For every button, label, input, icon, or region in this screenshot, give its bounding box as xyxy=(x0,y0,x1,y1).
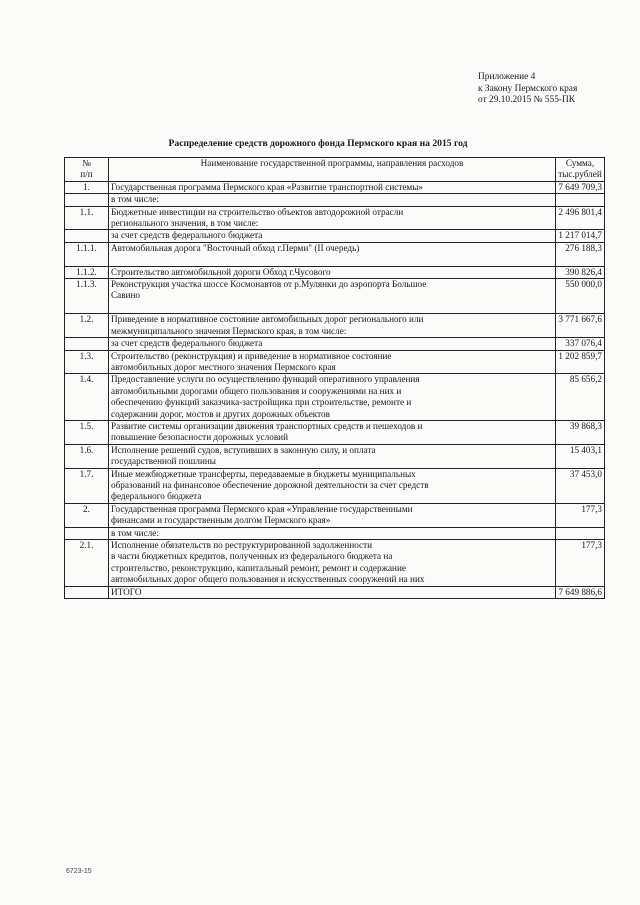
row-number: 1.2. xyxy=(65,314,109,338)
row-name-line: образований на финансовое обеспечение дорожной деятельности за счет средств xyxy=(111,479,429,490)
table-row xyxy=(65,586,605,598)
row-name-line: Бюджетные инвестиции на строительство объектов автодорожной отрасли xyxy=(111,206,404,217)
row-sum: 15 403,1 xyxy=(556,444,605,468)
table-row xyxy=(65,338,605,350)
row-name-line: межмуниципального значения Пермского края, в том числе: xyxy=(111,325,347,336)
row-sum: 7 649 709,3 xyxy=(556,181,605,193)
row-number: 1.1.1. xyxy=(65,242,109,266)
row-name-line: за счет средств федерального бюджета xyxy=(111,230,263,241)
header-number xyxy=(65,158,109,182)
row-name-line: Строительство (реконструкция) и приведение в нормативное состояние xyxy=(111,350,392,361)
row-number: 1.1. xyxy=(65,206,109,230)
row-name-line: Исполнение обязательств по реструктурированной задолженности xyxy=(111,540,373,550)
row-name xyxy=(109,540,556,587)
header-sum xyxy=(556,158,605,182)
row-number xyxy=(65,230,109,242)
table-row xyxy=(65,527,605,539)
row-name-line: автомобильных дорог местного значения Пермского края xyxy=(111,361,336,372)
row-name-line: в том числе: xyxy=(111,194,159,205)
row-name-line: Савино xyxy=(111,290,140,301)
row-name xyxy=(109,468,556,503)
table-row xyxy=(65,194,605,206)
row-sum xyxy=(556,527,605,539)
header-sum-line-1: Сумма, xyxy=(565,158,595,168)
table-row xyxy=(65,242,605,266)
row-name xyxy=(109,242,556,266)
table-row xyxy=(65,350,605,374)
table-header-row xyxy=(65,158,605,182)
row-name-line: Иные межбюджетные трансферты, передаваемые в бюджеты муниципальных xyxy=(111,468,416,479)
row-name-line: Предоставление услуги по осуществлению функций оперативного управления xyxy=(111,374,420,385)
budget-table-container xyxy=(64,157,604,599)
table-row xyxy=(65,266,605,278)
row-number: 1.4. xyxy=(65,374,109,421)
row-sum: 550 000,0 xyxy=(556,279,605,314)
row-name-line: регионального значения, в том числе: xyxy=(111,218,259,229)
row-name-line xyxy=(111,254,553,265)
row-name-line: Реконструкция участка шоссе Космонавтов от р.Мулянки до аэропорта Большое xyxy=(111,279,427,290)
table-row xyxy=(65,503,605,527)
row-sum: 1 202 859,7 xyxy=(556,350,605,374)
table-row xyxy=(65,279,605,314)
row-sum: 2 496 801,4 xyxy=(556,206,605,230)
table-row xyxy=(65,420,605,444)
row-name xyxy=(109,206,556,230)
row-sum: 37 453,0 xyxy=(556,468,605,503)
row-name xyxy=(109,194,556,206)
row-name-line: автомобильных дорог общего пользования и искусственных сооружений на них xyxy=(111,574,425,585)
row-name xyxy=(109,338,556,350)
row-name xyxy=(109,527,556,539)
table-row xyxy=(65,314,605,338)
row-sum: 7 649 886,6 xyxy=(556,586,605,598)
row-name xyxy=(109,350,556,374)
row-name-line: Приведение в нормативное состояние автомобильных дорог регионального или xyxy=(111,314,424,325)
header-name: Наименование государственной программы, направления расходов xyxy=(109,158,556,182)
row-sum: 177,3 xyxy=(556,540,605,587)
table-row xyxy=(65,374,605,421)
row-name xyxy=(109,374,556,421)
row-sum: 276 188,3 xyxy=(556,242,605,266)
row-number xyxy=(65,586,109,598)
table-row xyxy=(65,444,605,468)
row-name xyxy=(109,314,556,338)
row-name-line: автомобильными дорогами общего пользования и сооружениями на них и xyxy=(111,385,402,396)
header-number-line-2: п/п xyxy=(80,169,93,180)
row-number: 1.6. xyxy=(65,444,109,468)
row-number: 1.1.2. xyxy=(65,266,109,278)
header-sum-line-2: тыс.рублей xyxy=(558,169,602,180)
row-name-line: Государственная программа Пермского края «Развитие транспортной системы» xyxy=(111,181,423,192)
row-name-line: Развитие системы организации движения транспортных средств и пешеходов и xyxy=(111,420,423,431)
table-row xyxy=(65,540,605,587)
row-name-line: ИТОГО xyxy=(111,586,142,597)
row-name-line: в том числе: xyxy=(111,527,159,538)
row-name-line: федерального бюджета xyxy=(111,491,202,502)
footer-code: 6723-15 xyxy=(66,868,92,875)
row-name-line xyxy=(111,302,553,313)
row-sum: 39 868,3 xyxy=(556,420,605,444)
row-sum: 85 656,2 xyxy=(556,374,605,421)
row-sum: 3 771 667,6 xyxy=(556,314,605,338)
row-sum: 390 826,4 xyxy=(556,266,605,278)
row-name-line: обеспечению функций заказчика-застройщика при строительстве, ремонте и xyxy=(111,397,412,408)
row-name-line: строительство, реконструкцию, капитальный ремонт, ремонт и содержание xyxy=(111,562,406,573)
row-name-line: финансами и государственным долгом Пермского края» xyxy=(111,515,331,526)
row-number: 2.1. xyxy=(65,540,109,587)
appendix-note xyxy=(478,72,577,107)
row-number xyxy=(65,194,109,206)
row-name xyxy=(109,279,556,314)
row-number xyxy=(65,338,109,350)
appendix-line-3: от 29.10.2015 № 555-ПК xyxy=(478,95,576,105)
row-number: 1.7. xyxy=(65,468,109,503)
row-name-line: содержании дорог, мостов и других дорожных объектов xyxy=(111,408,330,419)
row-name-line: Государственная программа Пермского края «Управление государственными xyxy=(111,503,413,514)
row-name-line: Исполнение решений судов, вступивших в законную силу, и оплата xyxy=(111,444,376,455)
row-name-line: государственной пошлины xyxy=(111,456,216,467)
row-sum: 337 076,4 xyxy=(556,338,605,350)
row-name xyxy=(109,266,556,278)
row-name xyxy=(109,503,556,527)
row-name-line: Автомобильная дорога "Восточный обход г.Перми" (II очередь) xyxy=(111,242,360,253)
appendix-line-2: к Закону Пермского края xyxy=(478,83,578,94)
row-sum xyxy=(556,194,605,206)
row-name xyxy=(109,586,556,598)
row-sum: 1 217 014,7 xyxy=(556,230,605,242)
table-row xyxy=(65,468,605,503)
table-row xyxy=(65,181,605,193)
row-number: 1.5. xyxy=(65,420,109,444)
table-row xyxy=(65,206,605,230)
row-name xyxy=(109,420,556,444)
row-name-line: в части бюджетных кредитов, полученных из федерального бюджета на xyxy=(111,551,393,562)
row-number: 1. xyxy=(65,181,109,193)
row-number: 2. xyxy=(65,503,109,527)
row-name-line: повышение безопасности дорожных условий xyxy=(111,432,288,443)
row-name-line: за счет средств федерального бюджета xyxy=(111,338,263,349)
appendix-line-1: Приложение 4 xyxy=(478,72,536,82)
table-body xyxy=(65,181,605,598)
document-title: Распределение средств дорожного фонда Пермского края на 2015 год xyxy=(168,138,468,149)
budget-table xyxy=(64,157,605,599)
header-number-line-1: № xyxy=(82,158,91,168)
row-sum: 177,3 xyxy=(556,503,605,527)
row-name-line: Строительство автомобильной дороги Обход г.Чусового xyxy=(111,266,331,277)
row-name xyxy=(109,444,556,468)
row-number: 1.1.3. xyxy=(65,279,109,314)
row-number: 1.3. xyxy=(65,350,109,374)
table-row xyxy=(65,230,605,242)
row-name xyxy=(109,230,556,242)
row-name xyxy=(109,181,556,193)
row-number xyxy=(65,527,109,539)
